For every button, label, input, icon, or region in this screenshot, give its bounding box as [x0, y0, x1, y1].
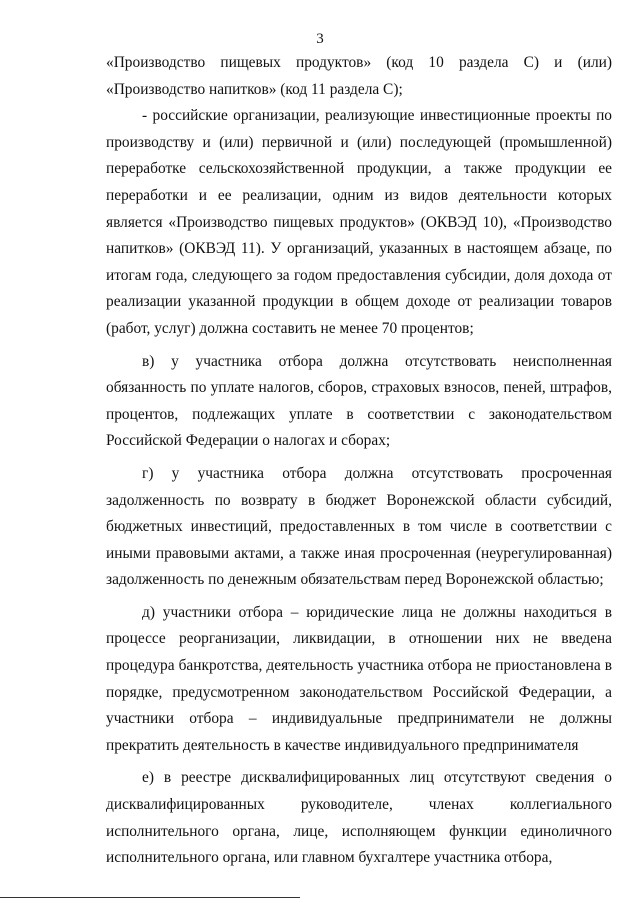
- document-body: [106, 50, 612, 872]
- paragraph-item-e: е) в реестре дисквалифицированных лиц отсутствуют сведения о дисквалифицированных руководителе, членах коллегиального исполнительного органа, лице, исполняющем функции единоличного исполнительного органа, или главном бухгалтере участника отбора,: [106, 769, 612, 867]
- paragraph-continuation: «Производство пищевых продуктов» (код 10 раздела С) и (или) «Производство напитков» (код 11 раздела С);: [106, 54, 612, 98]
- paragraph-item-d: д) участники отбора – юридические лица не должны находиться в процессе реорганизации, ликвидации, в отношении них не введена процедура банкротства, деятельность участника отбора не приостановлена в порядке, предусмотренном законодательством Российской Федерации, а участники отбора – индивидуальные предприниматели не должны прекратить деятельность в качестве индивидуального предпринимателя: [106, 603, 612, 754]
- paragraph-russian-organizations: - российские организации, реализующие инвестиционные проекты по производству и (или) первичной и (или) последующей (промышленной) переработке сельскохозяйственной продукции, а также продукции ее переработки и ее реализации, одним из видов деятельности которых является «Производство пищевых продуктов» (ОКВЭД 10), «Производство напитков» (ОКВЭД 11). У организаций, указанных в настоящем абзаце, по итогам года, следующего за годом предоставления субсидии, доля дохода от реализации указанной продукции в общем доходе от реализации товаров (работ, услуг) должна составить не менее 70 процентов;: [106, 107, 612, 337]
- bottom-divider: [0, 897, 300, 898]
- paragraph-item-g: г) у участника отбора должна отсутствовать просроченная задолженность по возврату в бюджет Воронежской области субсидий, бюджетных инвестиций, предоставленных в том числе в соответствии с иными правовыми актами, а также иная просроченная (неурегулированная) задолженность по денежным обязательствам перед Воронежской областью;: [106, 464, 612, 589]
- paragraph-item-v: в) у участника отбора должна отсутствовать неисполненная обязанность по уплате налогов, сборов, страховых взносов, пеней, штрафов, процентов, подлежащих уплате в соответствии с законодательством Российской Федерации о налогах и сборах;: [106, 352, 612, 450]
- page-number: 3: [316, 31, 324, 47]
